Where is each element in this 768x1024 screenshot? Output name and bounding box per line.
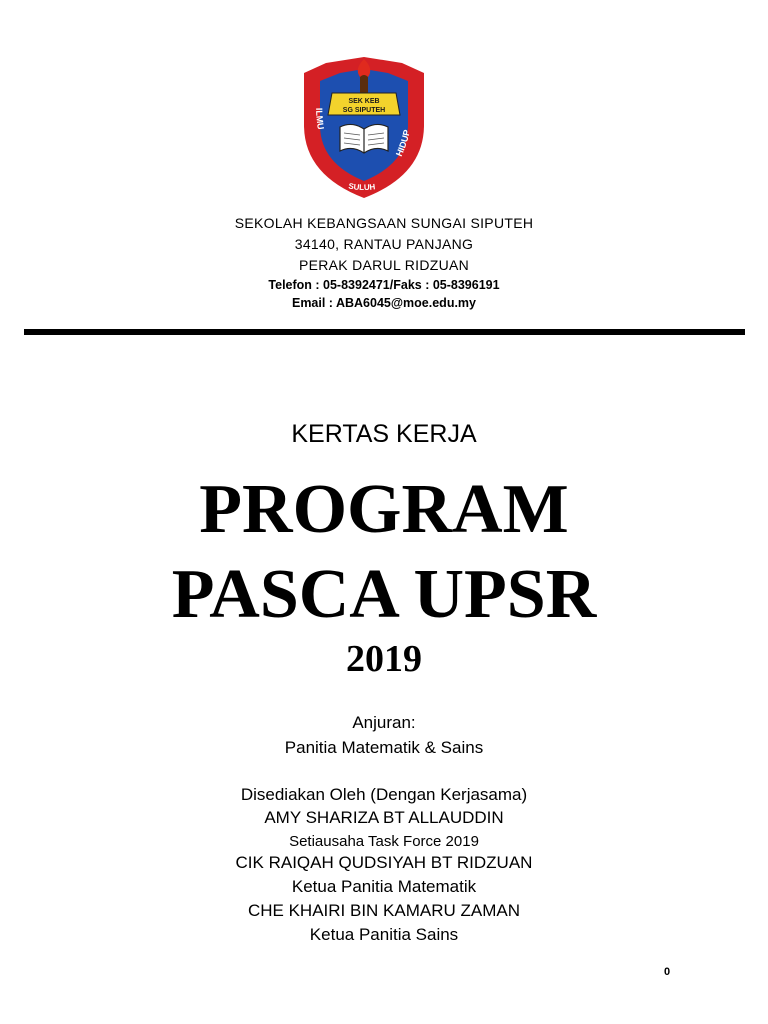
svg-text:SULUH xyxy=(348,182,376,193)
school-crest-logo xyxy=(296,55,432,200)
phone-fax: Telefon : 05-8392471/Faks : 05-8396191 xyxy=(268,278,500,292)
organizer-name: Panitia Matematik & Sains xyxy=(284,738,484,757)
crest-bottom-text: SULUH xyxy=(347,181,376,193)
crest-left-text: ILMU xyxy=(314,107,326,131)
preparer-name-2: CIK RAIQAH QUDSIYAH BT RIDZUAN xyxy=(235,853,533,872)
address-line2: PERAK DARUL RIDZUAN xyxy=(298,257,470,273)
crest-banner-line1: SEK KEB xyxy=(348,98,380,105)
prepared-by-label: Disediakan Oleh (Dengan Kerjasama) xyxy=(240,785,528,804)
organizer-label: Anjuran: xyxy=(352,713,416,732)
crest-banner-line2: SG SIPUTEH xyxy=(342,107,386,114)
school-name: SEKOLAH KEBANGSAAN SUNGAI SIPUTEH xyxy=(234,215,534,231)
email-address: Email : ABA6045@moe.edu.my xyxy=(291,296,476,310)
preparer-role-3: Ketua Panitia Sains xyxy=(309,925,459,944)
preparer-name-1: AMY SHARIZA BT ALLAUDDIN xyxy=(264,808,504,827)
title-line2: PASCA UPSR xyxy=(171,556,597,633)
preparer-role-1: Setiausaha Task Force 2019 xyxy=(289,833,479,850)
preparer-name-3: CHE KHAIRI BIN KAMARU ZAMAN xyxy=(247,901,521,920)
page-number: 0 xyxy=(664,966,671,978)
title-line1: PROGRAM xyxy=(199,471,569,548)
header-divider xyxy=(24,329,745,335)
crest-right-text: HIDUP xyxy=(393,128,412,158)
preparer-role-2: Ketua Panitia Matematik xyxy=(291,877,477,896)
address-line1: 34140, RANTAU PANJANG xyxy=(294,236,474,252)
document-kicker: KERTAS KERJA xyxy=(291,420,477,448)
title-year: 2019 xyxy=(346,638,422,680)
